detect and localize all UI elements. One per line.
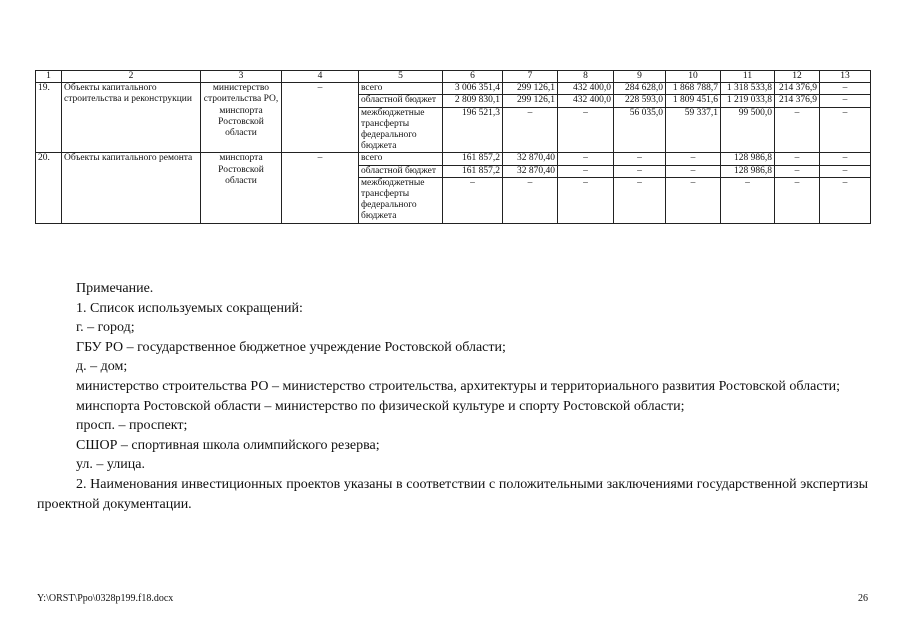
- amount-cell: 1 868 788,7: [666, 83, 721, 95]
- amount-cell: –: [666, 165, 721, 177]
- notes-line: министерство строительства РО – министерство строительства, архитектуры и территориального развития Ростовской области;: [76, 378, 841, 394]
- header-cell: 13: [820, 71, 871, 83]
- amount-cell: –: [503, 177, 558, 223]
- amount-cell: –: [820, 83, 871, 95]
- footer-file-path: Y:\ORST\Ppo\0328p199.f18.docx: [37, 593, 174, 604]
- column-4-value: –: [282, 153, 359, 223]
- table-row: [36, 83, 871, 95]
- amount-cell: 299 126,1: [503, 83, 558, 95]
- amount-cell: –: [820, 165, 871, 177]
- funding-source: областной бюджет: [359, 165, 443, 177]
- amount-cell: –: [443, 177, 503, 223]
- amount-cell: 128 986,8: [721, 165, 775, 177]
- amount-cell: 214 376,9: [775, 95, 820, 107]
- amount-cell: –: [614, 177, 666, 223]
- amount-cell: 1 318 533,8: [721, 83, 775, 95]
- amount-cell: 161 857,2: [443, 153, 503, 165]
- amount-cell: –: [558, 107, 614, 153]
- amount-cell: 161 857,2: [443, 165, 503, 177]
- row-number: 19.: [36, 83, 62, 153]
- amount-cell: –: [775, 107, 820, 153]
- header-cell: 10: [666, 71, 721, 83]
- table-header-row: [36, 71, 871, 83]
- amount-cell: –: [775, 153, 820, 165]
- header-cell: 3: [201, 71, 282, 83]
- header-cell: 9: [614, 71, 666, 83]
- amount-cell: 228 593,0: [614, 95, 666, 107]
- amount-cell: 196 521,3: [443, 107, 503, 153]
- header-cell: 2: [62, 71, 201, 83]
- amount-cell: –: [721, 177, 775, 223]
- amount-cell: –: [558, 153, 614, 165]
- amount-cell: 432 400,0: [558, 83, 614, 95]
- amount-cell: –: [666, 153, 721, 165]
- amount-cell: 432 400,0: [558, 95, 614, 107]
- customer-name: минспорта Ростовской области: [201, 153, 282, 223]
- notes-section: [37, 279, 868, 514]
- notes-line: г. – город;: [76, 320, 135, 336]
- column-4-value: –: [282, 83, 359, 153]
- budget-table: [35, 70, 871, 224]
- amount-cell: –: [775, 177, 820, 223]
- notes-line: ГБУ РО – государственное бюджетное учреждение Ростовской области;: [76, 339, 506, 355]
- amount-cell: 214 376,9: [775, 83, 820, 95]
- amount-cell: 3 006 351,4: [443, 83, 503, 95]
- notes-line: просп. – проспект;: [76, 418, 188, 434]
- header-cell: 7: [503, 71, 558, 83]
- amount-cell: 99 500,0: [721, 107, 775, 153]
- amount-cell: –: [820, 177, 871, 223]
- amount-cell: –: [558, 165, 614, 177]
- funding-source: всего: [359, 83, 443, 95]
- object-name: Объекты капитального строительства и реконструкции: [62, 83, 201, 153]
- amount-cell: –: [614, 153, 666, 165]
- funding-source: межбюджетные трансферты федерального бюджета: [359, 107, 443, 153]
- page-number: 26: [858, 593, 868, 604]
- notes-title: Примечание.: [76, 281, 154, 296]
- amount-cell: 2 809 830,1: [443, 95, 503, 107]
- header-cell: 12: [775, 71, 820, 83]
- amount-cell: 32 870,40: [503, 165, 558, 177]
- amount-cell: 59 337,1: [666, 107, 721, 153]
- amount-cell: –: [614, 165, 666, 177]
- header-cell: 5: [359, 71, 443, 83]
- header-cell: 8: [558, 71, 614, 83]
- amount-cell: 56 035,0: [614, 107, 666, 153]
- funding-source: всего: [359, 153, 443, 165]
- header-cell: 4: [282, 71, 359, 83]
- amount-cell: –: [558, 177, 614, 223]
- customer-name: министерство строительства РО, минспорта Ростовской области: [201, 83, 282, 153]
- notes-line: д. – дом;: [76, 359, 128, 375]
- notes-line: СШОР – спортивная школа олимпийского резерва;: [76, 437, 380, 453]
- row-number: 20.: [36, 153, 62, 223]
- amount-cell: 32 870,40: [503, 153, 558, 165]
- amount-cell: –: [820, 107, 871, 153]
- amount-cell: –: [503, 107, 558, 153]
- amount-cell: –: [820, 95, 871, 107]
- amount-cell: 299 126,1: [503, 95, 558, 107]
- notes-line: минспорта Ростовской области – министерство по физической культуре и спорту Ростовской области;: [76, 398, 685, 414]
- funding-source: межбюджетные трансферты федерального бюджета: [359, 177, 443, 223]
- amount-cell: –: [666, 177, 721, 223]
- header-cell: 6: [443, 71, 503, 83]
- funding-source: областной бюджет: [359, 95, 443, 107]
- notes-line: 1. Список используемых сокращений:: [76, 300, 303, 316]
- header-cell: 1: [36, 71, 62, 83]
- object-name: Объекты капитального ремонта: [62, 153, 201, 223]
- table-row: [36, 153, 871, 165]
- amount-cell: 1 219 033,8: [721, 95, 775, 107]
- amount-cell: 1 809 451,6: [666, 95, 721, 107]
- header-cell: 11: [721, 71, 775, 83]
- notes-line: ул. – улица.: [76, 457, 145, 473]
- amount-cell: 284 628,0: [614, 83, 666, 95]
- amount-cell: –: [775, 165, 820, 177]
- amount-cell: –: [820, 153, 871, 165]
- notes-line: 2. Наименования инвестиционных проектов указаны в соответствии с положительными заключениями государственной экспертизы проектной документации.: [37, 476, 868, 512]
- amount-cell: 128 986,8: [721, 153, 775, 165]
